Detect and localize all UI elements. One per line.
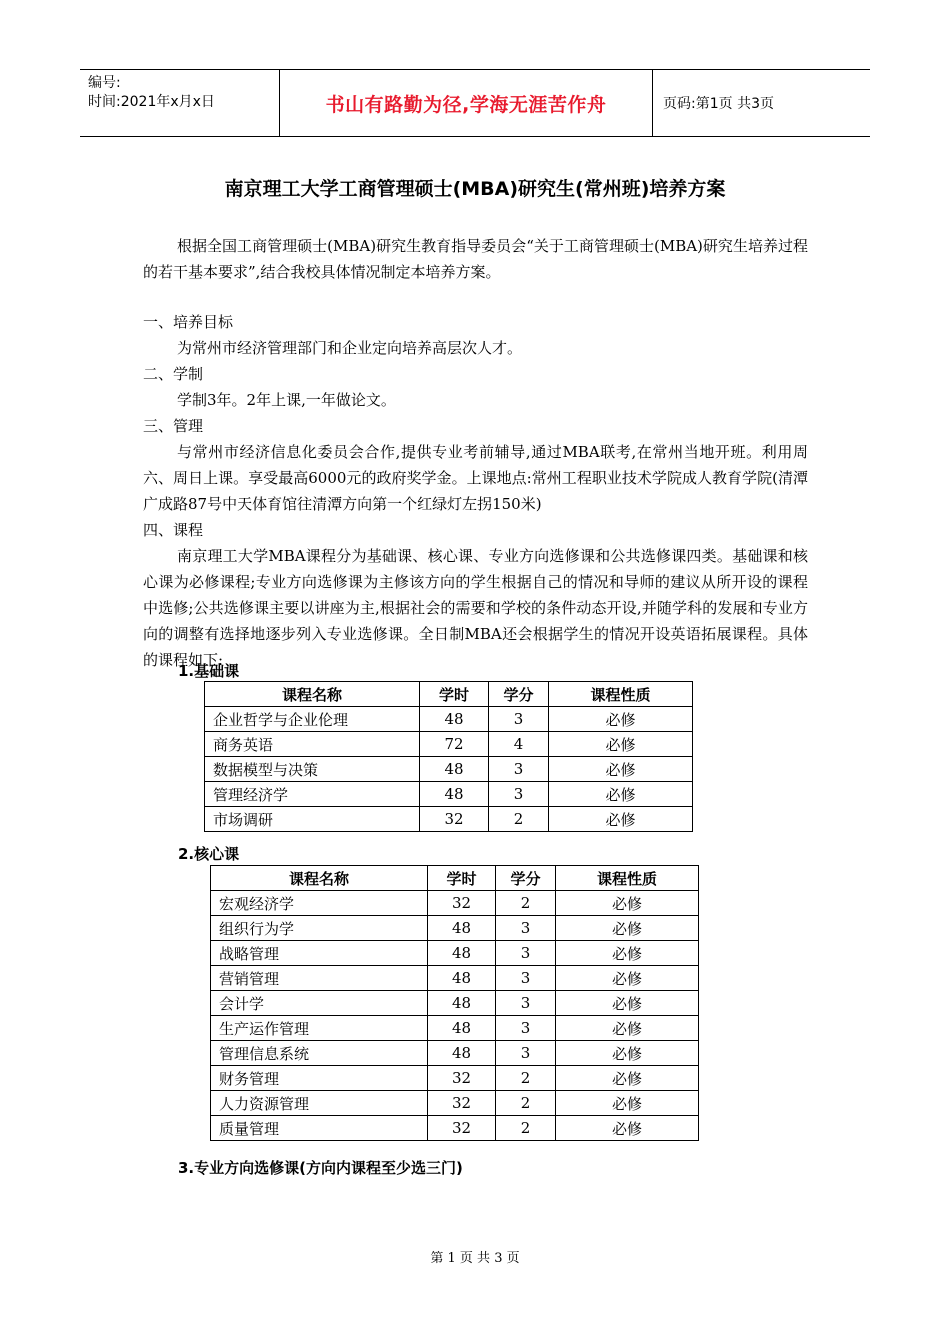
section-1-title: 一、培养目标: [143, 313, 234, 331]
table-row: [211, 891, 699, 916]
credits-cell: 2: [496, 1116, 556, 1141]
table-row: [205, 757, 693, 782]
hours-cell: 48: [428, 1041, 496, 1066]
course-type-cell: 必修: [556, 1091, 699, 1116]
section-4-text: 南京理工大学MBA课程分为基础课、核心课、专业方向选修课和公共选修课四类。基础课和核心课为必修课程;专业方向选修课为主修该方向的学生根据自己的情况和导师的建议从所开设的课程中选修;公共选修课主要以讲座为主,根据社会的需要和学校的条件动态开设,并随学科的发展和专业方向的调整有选择地逐步列入专业选修课。全日制MBA还会根据学生的情况开设英语拓展课程。具体的课程如下:: [143, 547, 808, 669]
course-type-cell: 必修: [549, 707, 693, 732]
course-name-cell: 宏观经济学: [211, 891, 428, 916]
table-row: [211, 1116, 699, 1141]
section-3-text: 与常州市经济信息化委员会合作,提供专业考前辅导,通过MBA联考,在常州当地开班。利用周六、周日上课。享受最高6000元的政府奖学金。上课地点:常州工程职业技术学院成人教育学院(清潭广成路87号中天体育馆往清潭方向第一个红绿灯左拐150米): [143, 443, 808, 513]
hours-cell: 32: [428, 891, 496, 916]
sections-block: [143, 309, 808, 673]
credits-cell: 3: [489, 782, 549, 807]
table-row: [205, 732, 693, 757]
credits-cell: 2: [496, 891, 556, 916]
page-title: 南京理工大学工商管理硕士(MBA)研究生(常州班)培养方案: [224, 178, 726, 200]
section-3-title: 三、管理: [143, 417, 204, 435]
credits-cell: 3: [496, 941, 556, 966]
table-row: [211, 941, 699, 966]
intro-block: [143, 233, 808, 285]
column-header: 学时: [428, 866, 496, 891]
page-footer: 第 1 页 共 3 页: [430, 1251, 520, 1266]
credits-cell: 3: [489, 757, 549, 782]
hours-cell: 72: [420, 732, 489, 757]
column-header: 课程性质: [556, 866, 699, 891]
course-name-cell: 组织行为学: [211, 916, 428, 941]
credits-cell: 3: [496, 916, 556, 941]
table-row: [211, 991, 699, 1016]
hours-cell: 48: [420, 782, 489, 807]
section-2-title: 二、学制: [143, 365, 204, 383]
table-row: [211, 1041, 699, 1066]
hours-cell: 48: [428, 941, 496, 966]
number-label: 编号:: [88, 75, 121, 91]
hours-cell: 32: [428, 1091, 496, 1116]
table-header-row: [205, 682, 693, 707]
course-type-cell: 必修: [549, 807, 693, 832]
section-4-title: 四、课程: [143, 521, 204, 539]
column-header: 学分: [496, 866, 556, 891]
credits-cell: 2: [489, 807, 549, 832]
basic-table-body: [205, 707, 693, 832]
hours-cell: 32: [428, 1066, 496, 1091]
course-name-cell: 营销管理: [211, 966, 428, 991]
course-name-cell: 管理信息系统: [211, 1041, 428, 1066]
course-name-cell: 商务英语: [205, 732, 420, 757]
course-type-cell: 必修: [556, 966, 699, 991]
course-type-cell: 必修: [556, 916, 699, 941]
section-2-text: 学制3年。2年上课,一年做论文。: [177, 391, 396, 409]
course-type-cell: 必修: [556, 941, 699, 966]
table-row: [205, 782, 693, 807]
course-type-cell: 必修: [556, 1016, 699, 1041]
credits-cell: 3: [496, 1016, 556, 1041]
section-1-text: 为常州市经济管理部门和企业定向培养高层次人才。: [177, 339, 523, 357]
course-name-cell: 质量管理: [211, 1116, 428, 1141]
column-header: 课程性质: [549, 682, 693, 707]
course-name-cell: 战略管理: [211, 941, 428, 966]
core-table-body: [211, 891, 699, 1141]
table-row: [211, 916, 699, 941]
credits-cell: 4: [489, 732, 549, 757]
course-type-cell: 必修: [549, 782, 693, 807]
hours-cell: 48: [428, 1016, 496, 1041]
header-motto: 书山有路勤为径,学海无涯苦作舟: [280, 70, 653, 136]
table-row: [211, 1091, 699, 1116]
course-type-cell: 必修: [549, 757, 693, 782]
course-type-cell: 必修: [556, 891, 699, 916]
course-type-cell: 必修: [556, 1041, 699, 1066]
column-header: 课程名称: [205, 682, 420, 707]
table-row: [205, 807, 693, 832]
table-row: [211, 966, 699, 991]
course-type-cell: 必修: [556, 1116, 699, 1141]
course-type-cell: 必修: [549, 732, 693, 757]
core-course-heading: 2.核心课: [178, 845, 240, 863]
credits-cell: 2: [496, 1091, 556, 1116]
course-name-cell: 数据模型与决策: [205, 757, 420, 782]
column-header: 学时: [420, 682, 489, 707]
hours-cell: 48: [420, 707, 489, 732]
header-meta: [80, 70, 280, 136]
credits-cell: 3: [496, 966, 556, 991]
core-course-table: [210, 865, 699, 1141]
basic-course-heading: 1.基础课: [178, 662, 240, 680]
elective-course-heading: 3.专业方向选修课(方向内课程至少选三门): [178, 1159, 463, 1177]
course-name-cell: 人力资源管理: [211, 1091, 428, 1116]
hours-cell: 32: [428, 1116, 496, 1141]
table-row: [211, 1016, 699, 1041]
document-header: [80, 69, 870, 137]
column-header: 课程名称: [211, 866, 428, 891]
column-header: 学分: [489, 682, 549, 707]
intro-paragraph: 根据全国工商管理硕士(MBA)研究生教育指导委员会“关于工商管理硕士(MBA)研究生培养过程的若干基本要求”,结合我校具体情况制定本培养方案。: [143, 237, 808, 281]
course-name-cell: 市场调研: [205, 807, 420, 832]
course-name-cell: 企业哲学与企业伦理: [205, 707, 420, 732]
hours-cell: 48: [428, 991, 496, 1016]
course-name-cell: 管理经济学: [205, 782, 420, 807]
course-type-cell: 必修: [556, 991, 699, 1016]
hours-cell: 32: [420, 807, 489, 832]
header-page-info: 页码:第1页 共3页: [663, 96, 774, 112]
credits-cell: 2: [496, 1066, 556, 1091]
credits-cell: 3: [496, 991, 556, 1016]
hours-cell: 48: [420, 757, 489, 782]
course-name-cell: 生产运作管理: [211, 1016, 428, 1041]
table-row: [205, 707, 693, 732]
table-header-row: [211, 866, 699, 891]
hours-cell: 48: [428, 916, 496, 941]
hours-cell: 48: [428, 966, 496, 991]
credits-cell: 3: [496, 1041, 556, 1066]
course-name-cell: 财务管理: [211, 1066, 428, 1091]
course-type-cell: 必修: [556, 1066, 699, 1091]
course-name-cell: 会计学: [211, 991, 428, 1016]
time-label: 时间:2021年x月x日: [88, 94, 215, 110]
table-row: [211, 1066, 699, 1091]
basic-course-table: [204, 681, 693, 832]
credits-cell: 3: [489, 707, 549, 732]
